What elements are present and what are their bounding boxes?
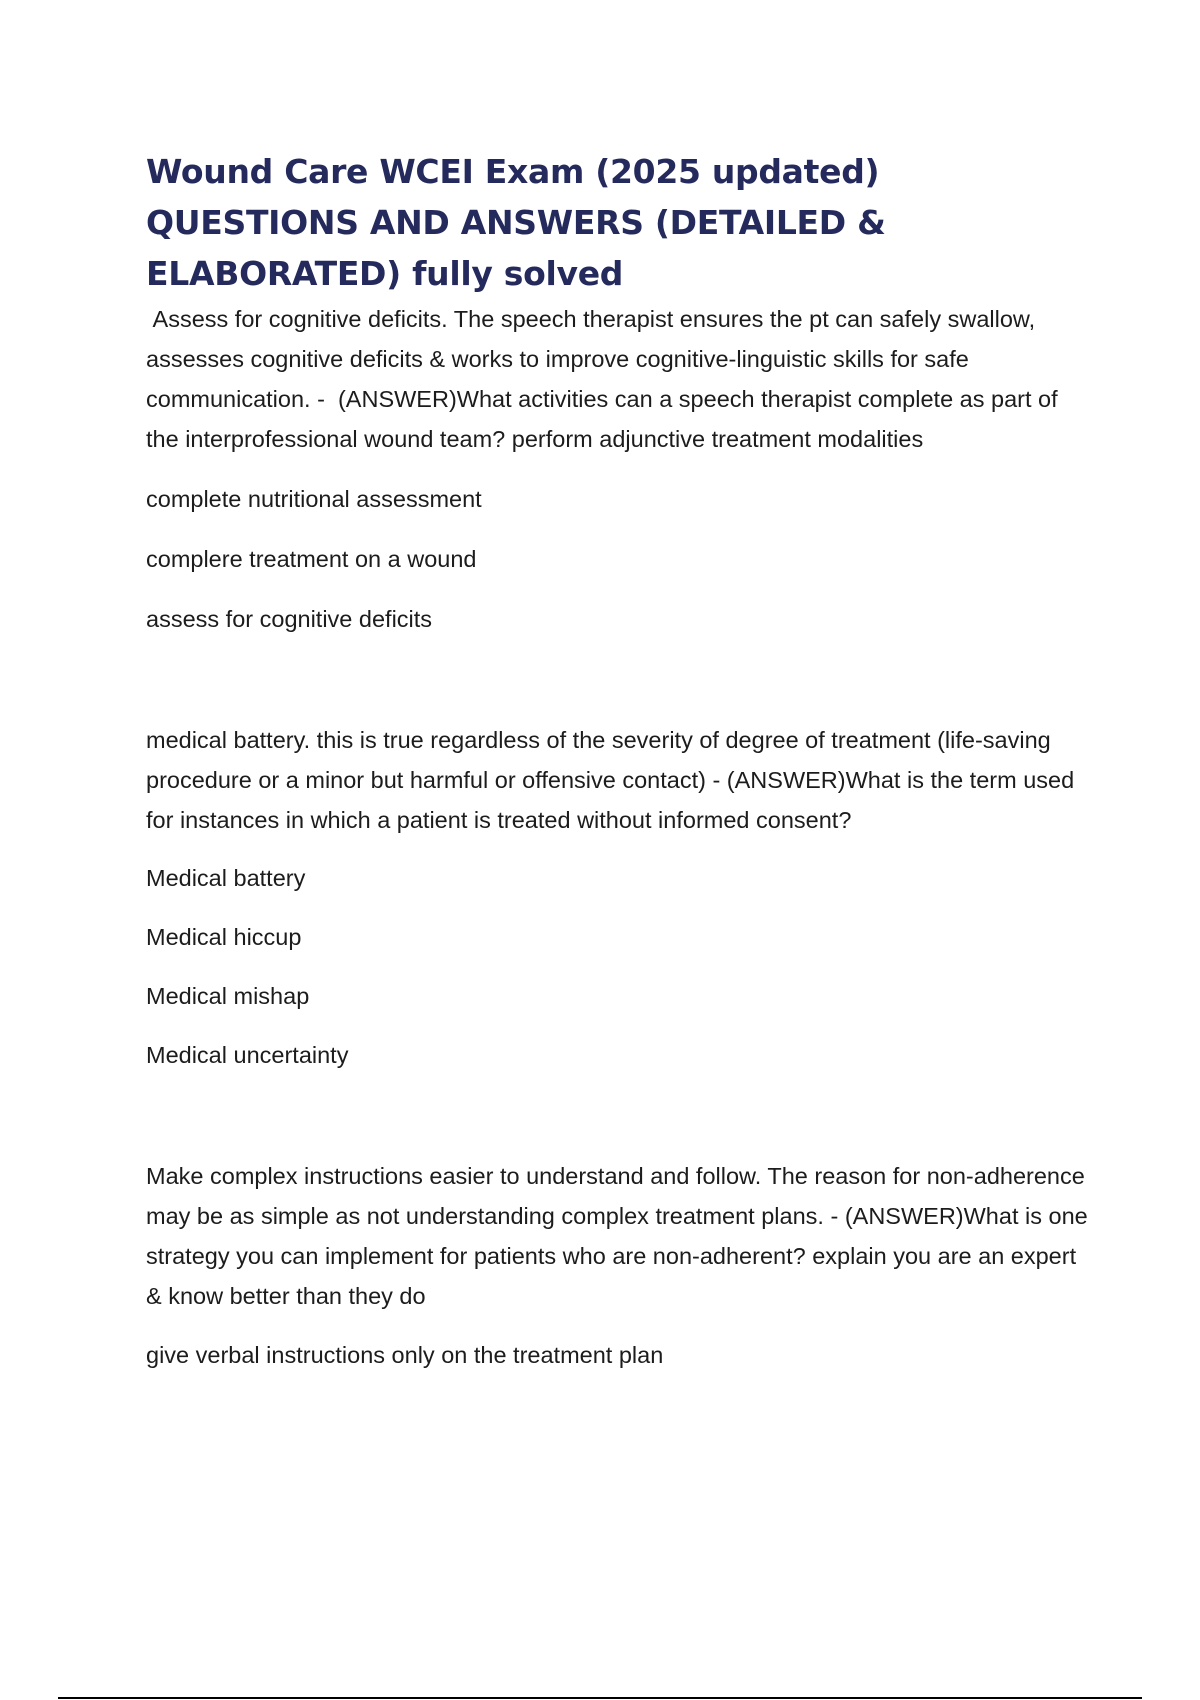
footer-divider [58,1697,1142,1699]
qa-block-1 [146,299,1096,639]
answer-option: complete nutritional assessment [146,486,482,512]
answer-option: Medical mishap [146,983,310,1009]
qa-answer-question-text: Assess for cognitive deficits. The speech therapist ensures the pt can safely swallow, assesses cognitive deficits & works to improve cognitive-linguistic skills for safe communication. - (ANSWER)What activities can a speech therapist complete as part of the interprofessional wound team? perform adjunctive treatment modalities [146,306,1065,452]
document-title: Wound Care WCEI Exam (2025 updated) QUESTIONS AND ANSWERS (DETAILED & ELABORATED) fully solved [146,152,886,293]
answer-option: Medical battery [146,865,306,891]
answer-option: assess for cognitive deficits [146,606,433,632]
document-content [146,146,1096,1375]
answer-option: Medical uncertainty [146,1042,349,1068]
qa-answer-question-text: Make complex instructions easier to understand and follow. The reason for non-adherence may be as simple as not understanding complex treatment plans. - (ANSWER)What is one strategy you can implement for patients who are non-adherent? explain you are an expert & know better than they do [146,1163,1088,1309]
answer-option: Medical hiccup [146,924,302,950]
qa-answer-question-text: medical battery. this is true regardless of the severity of degree of treatment (life-saving procedure or a minor but harmful or offensive contact) - (ANSWER)What is the term used for instances in which a patient is treated without informed consent? [146,727,1075,833]
answer-option: give verbal instructions only on the treatment plan [146,1342,664,1368]
answer-option: complere treatment on a wound [146,546,477,572]
qa-block-2 [146,720,1096,1075]
qa-block-3 [146,1156,1096,1375]
